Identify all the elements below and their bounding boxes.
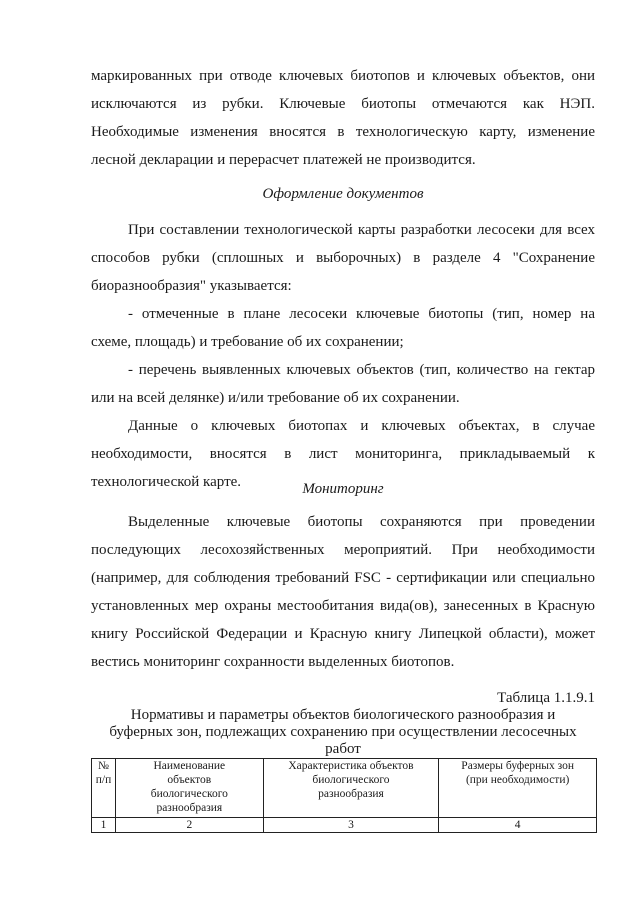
text-line: Необходимые изменения вносятся в технологическую карту, изменение [91, 124, 595, 140]
text-line: лесной декларации и перерасчет платежей не производится. [91, 152, 476, 168]
table-title-line: буферных зон, подлежащих сохранению при осуществлении лесосечных [109, 724, 577, 740]
text-line: - отмеченные в плане лесосеки ключевые биотопы (тип, номер на [128, 306, 595, 322]
table-title [91, 707, 595, 758]
text-line: вестись мониторинг сохранности выделенных биотопов. [91, 654, 455, 670]
table-number-row [92, 818, 597, 833]
text-line: При составлении технологической карты разработки лесосеки для всех [128, 222, 595, 238]
text-line: установленных мер охраны местообитания вида(ов), занесенных в Красную [91, 598, 595, 614]
header-text: разнообразия [156, 802, 223, 814]
table-title-line: работ [325, 741, 361, 757]
column-number: 1 [92, 818, 116, 833]
text-line: биоразнообразия" указывается: [91, 278, 292, 294]
intro-paragraph [91, 62, 595, 174]
text-line: маркированных при отводе ключевых биотопов и ключевых объектов, они [91, 68, 595, 84]
text-line: способов рубки (сплошных и выборочных) в разделе 4 "Сохранение [91, 250, 595, 266]
header-cell-object-name [115, 759, 263, 818]
header-text: Размеры буферных зон [461, 760, 574, 772]
header-text: объектов [167, 774, 212, 786]
column-number: 3 [263, 818, 439, 833]
header-text: биологического [150, 788, 228, 800]
header-cell-buffer-size [439, 759, 597, 818]
header-text: биологического [312, 774, 390, 786]
text-line: схеме, площадь) и требование об их сохранении; [91, 334, 404, 350]
section-heading-documents: Оформление документов [262, 186, 424, 202]
section-heading-monitoring: Мониторинг [302, 481, 384, 497]
monitoring-section [91, 508, 595, 676]
norms-table [91, 758, 597, 833]
header-text: Характеристика объектов [288, 760, 414, 772]
text-line: - перечень выявленных ключевых объектов (тип, количество на гектар [128, 362, 595, 378]
text-line: или на всей делянке) и/или требование об их сохранении. [91, 390, 460, 406]
text-line: исключаются из рубки. Ключевые биотопы отмечаются как НЭП. [91, 96, 595, 112]
header-cell-characteristics [263, 759, 439, 818]
text-line: Выделенные ключевые биотопы сохраняются при проведении [128, 514, 595, 530]
text-line: последующих лесохозяйственных мероприятий. При необходимости [91, 542, 595, 558]
table-title-line: Нормативы и параметры объектов биологического разнообразия и [130, 707, 556, 723]
text-line: технологической карте. [91, 474, 242, 490]
text-line: книгу Российской Федерации и Красную книгу Липецкой области), может [91, 626, 595, 642]
header-text: № [97, 760, 109, 772]
header-text: п/п [95, 774, 112, 786]
documents-section [91, 216, 595, 496]
header-cell-number [92, 759, 116, 818]
header-text: (при необходимости) [465, 774, 570, 786]
text-line: необходимости, вносятся в лист мониторинга, прикладываемый к [91, 446, 595, 462]
column-number: 4 [439, 818, 597, 833]
header-text: разнообразия [318, 788, 384, 800]
text-line: Данные о ключевых биотопах и ключевых объектах, в случае [128, 418, 595, 434]
table-label: Таблица 1.1.9.1 [497, 690, 595, 706]
column-number: 2 [115, 818, 263, 833]
table-header-row [92, 759, 597, 818]
header-text: Наименование [153, 760, 226, 772]
text-line: (например, для соблюдения требований FSC - сертификации или специально [91, 570, 595, 586]
